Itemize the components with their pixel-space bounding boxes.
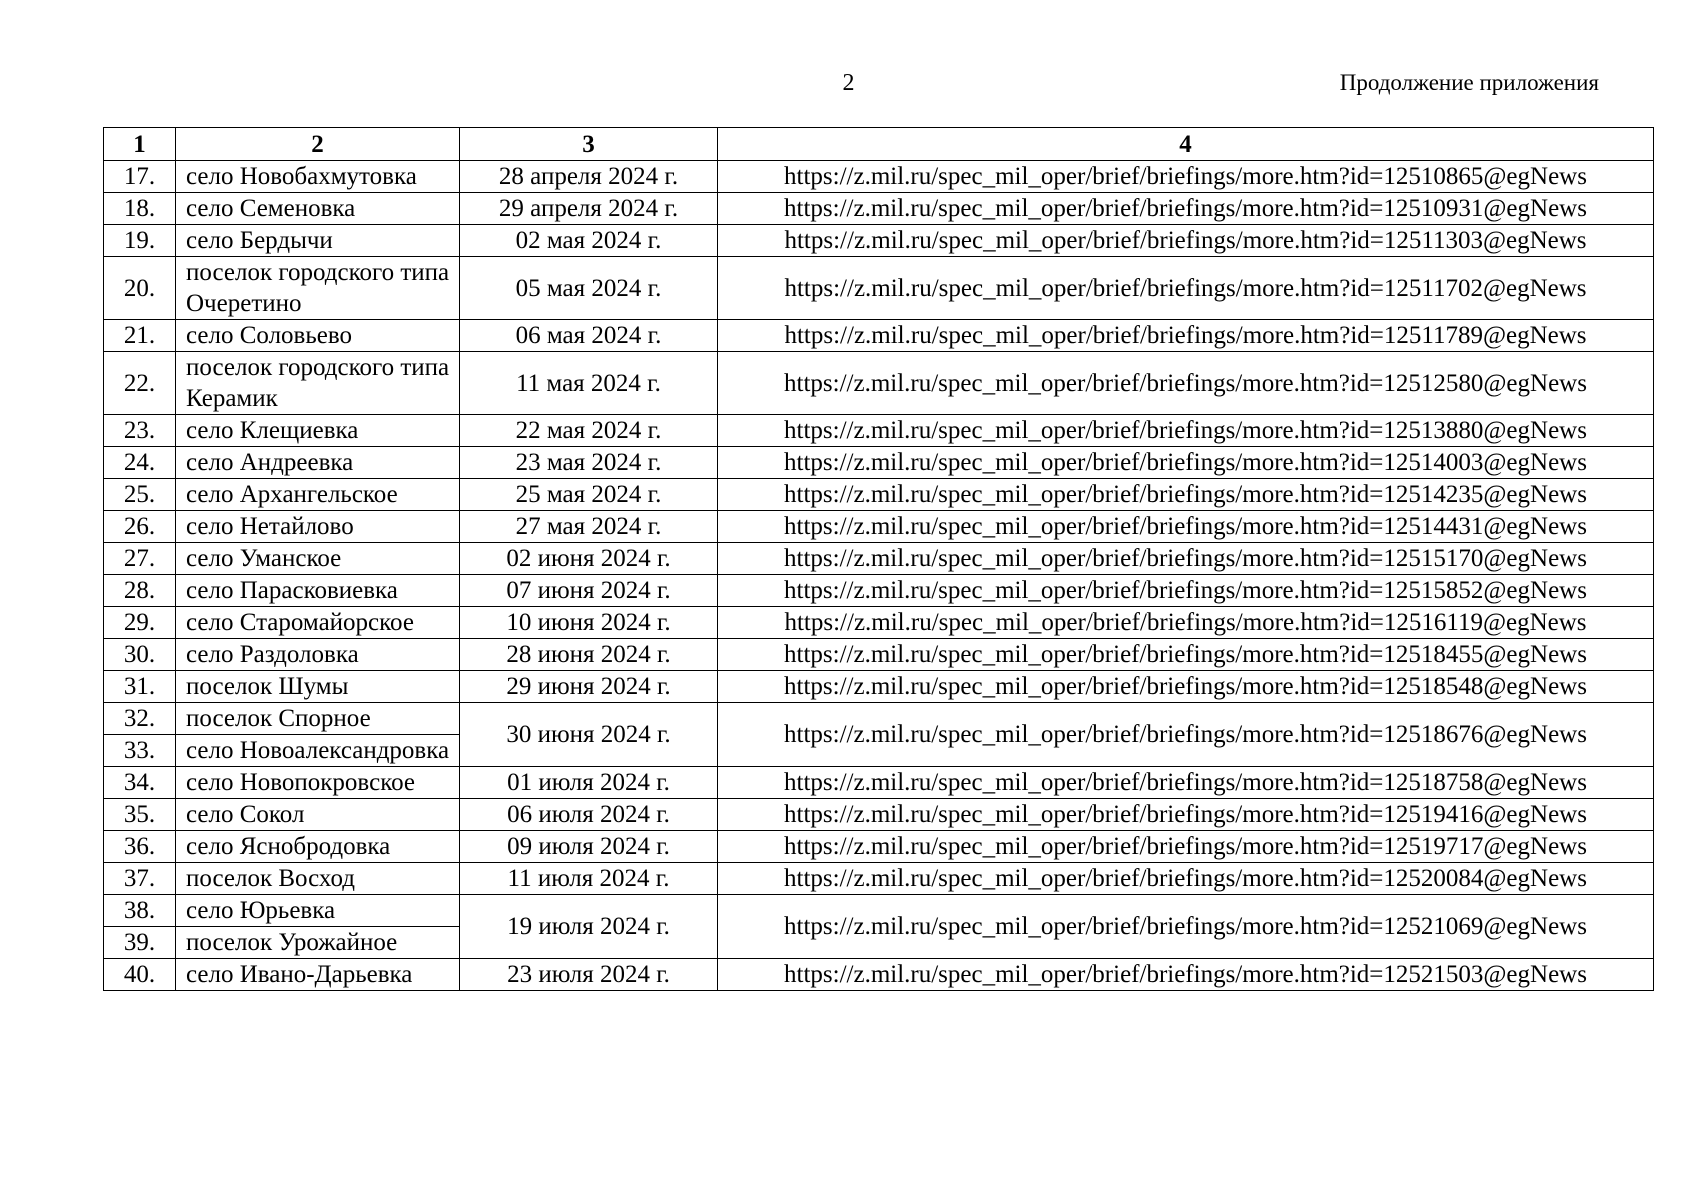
source-link[interactable]: https://z.mil.ru/spec_mil_oper/brief/briefings/more.htm?id=12521069@egNews bbox=[718, 895, 1654, 959]
source-link[interactable]: https://z.mil.ru/spec_mil_oper/brief/briefings/more.htm?id=12521503@egNews bbox=[718, 959, 1654, 991]
table-row bbox=[104, 959, 1654, 991]
row-number: 19. bbox=[104, 225, 176, 257]
liberation-date: 28 апреля 2024 г. bbox=[460, 161, 718, 193]
liberation-date: 11 июля 2024 г. bbox=[460, 863, 718, 895]
place-name: село Архангельское bbox=[176, 479, 460, 511]
place-name: село Нетайлово bbox=[176, 511, 460, 543]
row-number: 27. bbox=[104, 543, 176, 575]
row-number: 33. bbox=[104, 735, 176, 767]
row-number: 22. bbox=[104, 352, 176, 415]
place-name: поселок Спорное bbox=[176, 703, 460, 735]
row-number: 28. bbox=[104, 575, 176, 607]
table-row bbox=[104, 225, 1654, 257]
source-link[interactable]: https://z.mil.ru/spec_mil_oper/brief/briefings/more.htm?id=12511702@egNews bbox=[718, 257, 1654, 320]
table-row bbox=[104, 607, 1654, 639]
place-name: село Раздоловка bbox=[176, 639, 460, 671]
place-name: село Семеновка bbox=[176, 193, 460, 225]
row-number: 40. bbox=[104, 959, 176, 991]
header-col-3: 3 bbox=[460, 128, 718, 161]
row-number: 36. bbox=[104, 831, 176, 863]
liberation-date: 27 мая 2024 г. bbox=[460, 511, 718, 543]
source-link[interactable]: https://z.mil.ru/spec_mil_oper/brief/briefings/more.htm?id=12518455@egNews bbox=[718, 639, 1654, 671]
table-row bbox=[104, 543, 1654, 575]
table-row bbox=[104, 863, 1654, 895]
liberation-date: 30 июня 2024 г. bbox=[460, 703, 718, 767]
place-name: село Бердычи bbox=[176, 225, 460, 257]
liberation-date: 11 мая 2024 г. bbox=[460, 352, 718, 415]
source-link[interactable]: https://z.mil.ru/spec_mil_oper/brief/briefings/more.htm?id=12512580@egNews bbox=[718, 352, 1654, 415]
place-name: село Новобахмутовка bbox=[176, 161, 460, 193]
liberation-date: 29 апреля 2024 г. bbox=[460, 193, 718, 225]
row-number: 29. bbox=[104, 607, 176, 639]
header-col-2: 2 bbox=[176, 128, 460, 161]
table-row bbox=[104, 799, 1654, 831]
source-link[interactable]: https://z.mil.ru/spec_mil_oper/brief/briefings/more.htm?id=12515170@egNews bbox=[718, 543, 1654, 575]
table-header bbox=[104, 128, 1654, 161]
row-number: 31. bbox=[104, 671, 176, 703]
liberation-date: 07 июня 2024 г. bbox=[460, 575, 718, 607]
row-number: 30. bbox=[104, 639, 176, 671]
source-link[interactable]: https://z.mil.ru/spec_mil_oper/brief/briefings/more.htm?id=12514003@egNews bbox=[718, 447, 1654, 479]
liberation-date: 22 мая 2024 г. bbox=[460, 415, 718, 447]
place-name: поселок городского типа Керамик bbox=[176, 352, 460, 415]
liberation-date: 29 июня 2024 г. bbox=[460, 671, 718, 703]
header-col-1: 1 bbox=[104, 128, 176, 161]
row-number: 21. bbox=[104, 320, 176, 352]
liberation-date: 23 июля 2024 г. bbox=[460, 959, 718, 991]
source-link[interactable]: https://z.mil.ru/spec_mil_oper/brief/briefings/more.htm?id=12514431@egNews bbox=[718, 511, 1654, 543]
place-name: село Яснобродовка bbox=[176, 831, 460, 863]
place-name: село Клещиевка bbox=[176, 415, 460, 447]
row-number: 26. bbox=[104, 511, 176, 543]
place-name: село Соловьево bbox=[176, 320, 460, 352]
liberation-date: 01 июля 2024 г. bbox=[460, 767, 718, 799]
liberation-date: 28 июня 2024 г. bbox=[460, 639, 718, 671]
table-row bbox=[104, 447, 1654, 479]
table-row bbox=[104, 320, 1654, 352]
row-number: 20. bbox=[104, 257, 176, 320]
locations-table bbox=[103, 127, 1654, 991]
table-row bbox=[104, 767, 1654, 799]
row-number: 23. bbox=[104, 415, 176, 447]
source-link[interactable]: https://z.mil.ru/spec_mil_oper/brief/briefings/more.htm?id=12511303@egNews bbox=[718, 225, 1654, 257]
source-link[interactable]: https://z.mil.ru/spec_mil_oper/brief/briefings/more.htm?id=12511789@egNews bbox=[718, 320, 1654, 352]
source-link[interactable]: https://z.mil.ru/spec_mil_oper/brief/briefings/more.htm?id=12519416@egNews bbox=[718, 799, 1654, 831]
row-number: 32. bbox=[104, 703, 176, 735]
liberation-date: 09 июля 2024 г. bbox=[460, 831, 718, 863]
place-name: село Сокол bbox=[176, 799, 460, 831]
liberation-date: 19 июля 2024 г. bbox=[460, 895, 718, 959]
source-link[interactable]: https://z.mil.ru/spec_mil_oper/brief/briefings/more.htm?id=12519717@egNews bbox=[718, 831, 1654, 863]
header-col-4: 4 bbox=[718, 128, 1654, 161]
liberation-date: 06 июля 2024 г. bbox=[460, 799, 718, 831]
liberation-date: 25 мая 2024 г. bbox=[460, 479, 718, 511]
page-number: 2 bbox=[842, 70, 855, 96]
source-link[interactable]: https://z.mil.ru/spec_mil_oper/brief/briefings/more.htm?id=12510865@egNews bbox=[718, 161, 1654, 193]
continuation-label: Продолжение приложения bbox=[1339, 70, 1599, 95]
source-link[interactable]: https://z.mil.ru/spec_mil_oper/brief/briefings/more.htm?id=12513880@egNews bbox=[718, 415, 1654, 447]
place-name: село Ивано-Дарьевка bbox=[176, 959, 460, 991]
table-row bbox=[104, 161, 1654, 193]
place-name: село Новопокровское bbox=[176, 767, 460, 799]
place-name: поселок Урожайное bbox=[176, 927, 460, 959]
source-link[interactable]: https://z.mil.ru/spec_mil_oper/brief/briefings/more.htm?id=12518676@egNews bbox=[718, 703, 1654, 767]
liberation-date: 23 мая 2024 г. bbox=[460, 447, 718, 479]
row-number: 37. bbox=[104, 863, 176, 895]
row-number: 25. bbox=[104, 479, 176, 511]
table-row bbox=[104, 415, 1654, 447]
place-name: село Андреевка bbox=[176, 447, 460, 479]
table-body bbox=[104, 161, 1654, 991]
liberation-date: 06 мая 2024 г. bbox=[460, 320, 718, 352]
place-name: село Уманское bbox=[176, 543, 460, 575]
row-number: 18. bbox=[104, 193, 176, 225]
table-row bbox=[104, 671, 1654, 703]
source-link[interactable]: https://z.mil.ru/spec_mil_oper/brief/briefings/more.htm?id=12514235@egNews bbox=[718, 479, 1654, 511]
source-link[interactable]: https://z.mil.ru/spec_mil_oper/brief/briefings/more.htm?id=12515852@egNews bbox=[718, 575, 1654, 607]
place-name: село Парасковиевка bbox=[176, 575, 460, 607]
place-name: поселок Шумы bbox=[176, 671, 460, 703]
source-link[interactable]: https://z.mil.ru/spec_mil_oper/brief/briefings/more.htm?id=12516119@egNews bbox=[718, 607, 1654, 639]
table-row bbox=[104, 511, 1654, 543]
row-number: 34. bbox=[104, 767, 176, 799]
place-name: поселок городского типа Очеретино bbox=[176, 257, 460, 320]
table-row bbox=[104, 575, 1654, 607]
liberation-date: 02 мая 2024 г. bbox=[460, 225, 718, 257]
liberation-date: 05 мая 2024 г. bbox=[460, 257, 718, 320]
row-number: 39. bbox=[104, 927, 176, 959]
header-row bbox=[104, 128, 1654, 161]
table-row bbox=[104, 193, 1654, 225]
place-name: село Старомайорское bbox=[176, 607, 460, 639]
row-number: 24. bbox=[104, 447, 176, 479]
source-link[interactable]: https://z.mil.ru/spec_mil_oper/brief/briefings/more.htm?id=12520084@egNews bbox=[718, 863, 1654, 895]
table-row bbox=[104, 703, 1654, 735]
table-row bbox=[104, 639, 1654, 671]
place-name: село Юрьевка bbox=[176, 895, 460, 927]
table-row bbox=[104, 831, 1654, 863]
table-row bbox=[104, 257, 1654, 320]
table-row bbox=[104, 352, 1654, 415]
place-name: село Новоалександровка bbox=[176, 735, 460, 767]
table-row bbox=[104, 895, 1654, 927]
source-link[interactable]: https://z.mil.ru/spec_mil_oper/brief/briefings/more.htm?id=12510931@egNews bbox=[718, 193, 1654, 225]
liberation-date: 10 июня 2024 г. bbox=[460, 607, 718, 639]
row-number: 35. bbox=[104, 799, 176, 831]
source-link[interactable]: https://z.mil.ru/spec_mil_oper/brief/briefings/more.htm?id=12518548@egNews bbox=[718, 671, 1654, 703]
table-row bbox=[104, 479, 1654, 511]
place-name: поселок Восход bbox=[176, 863, 460, 895]
source-link[interactable]: https://z.mil.ru/spec_mil_oper/brief/briefings/more.htm?id=12518758@egNews bbox=[718, 767, 1654, 799]
row-number: 17. bbox=[104, 161, 176, 193]
row-number: 38. bbox=[104, 895, 176, 927]
liberation-date: 02 июня 2024 г. bbox=[460, 543, 718, 575]
